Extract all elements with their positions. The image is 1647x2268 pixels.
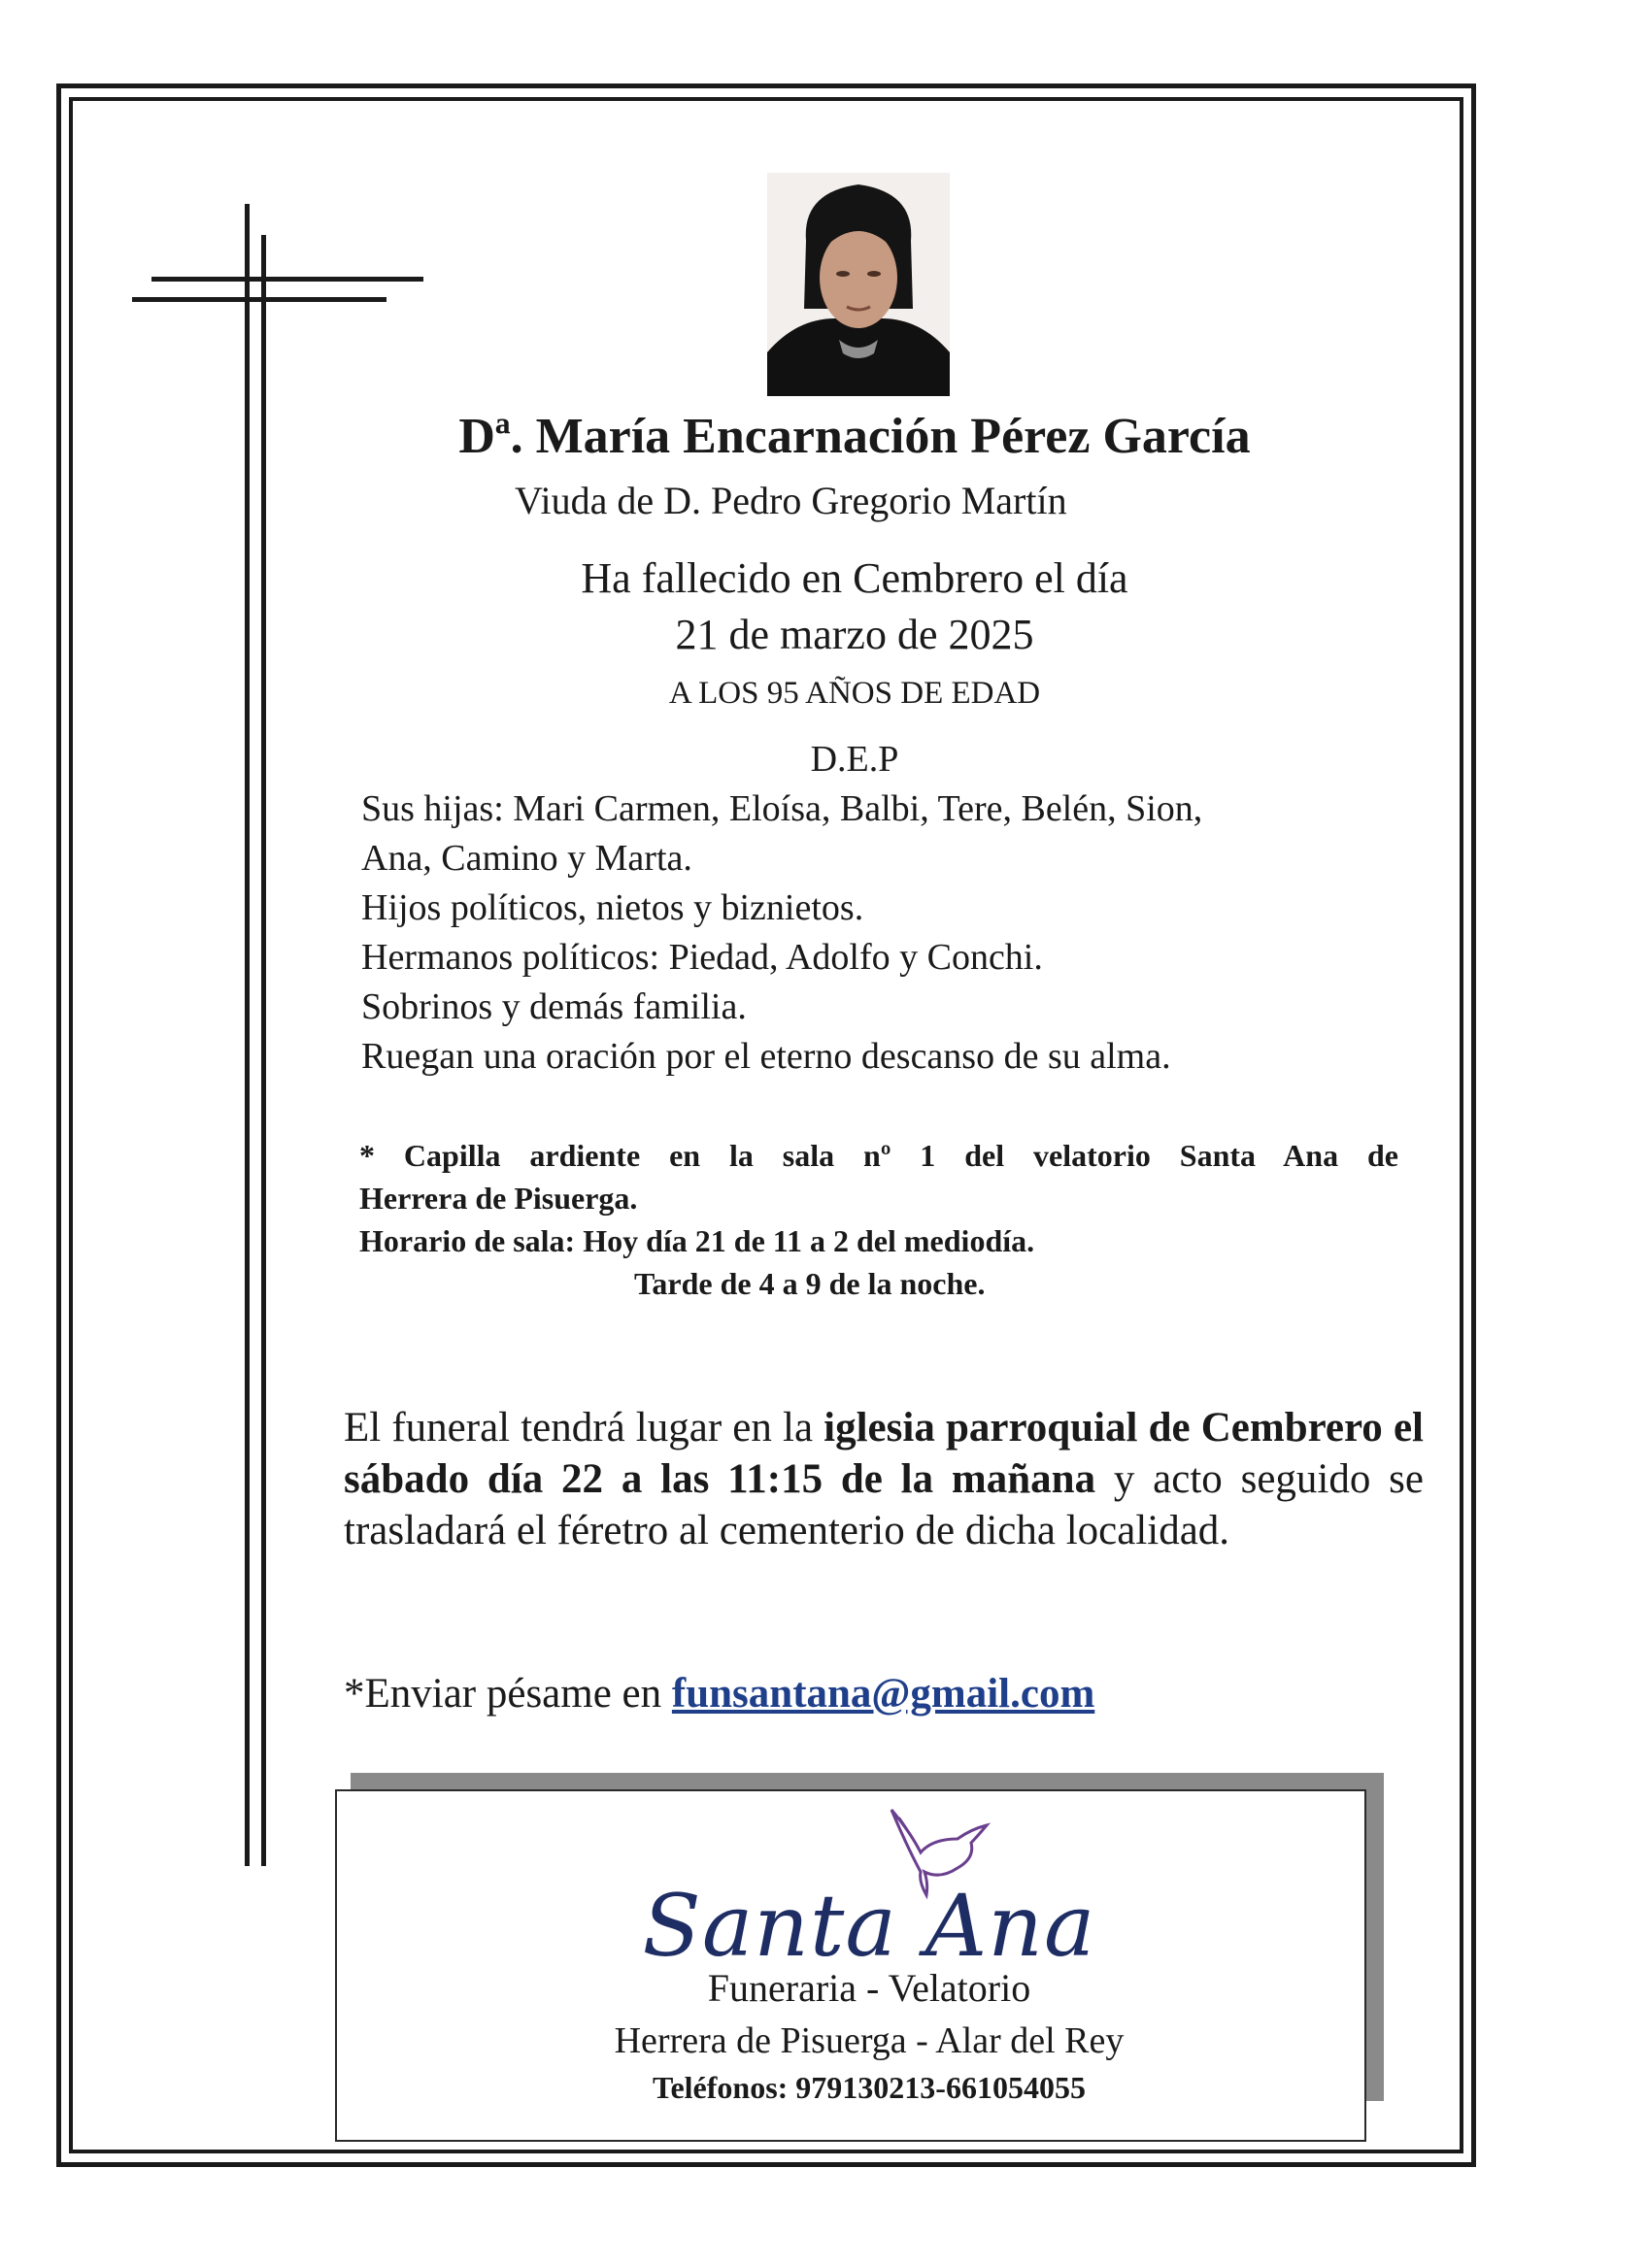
condolences-email-link[interactable]: funsantana@gmail.com <box>671 1671 1095 1717</box>
chapel-hours: Horario de sala: Hoy día 21 de 11 a 2 del mediodía. <box>359 1223 1035 1258</box>
funeral-info <box>344 1402 1424 1556</box>
family-line: Hijos políticos, nietos y biznietos. <box>361 887 864 928</box>
widow-of: Viuda de D. Pedro Gregorio Martín <box>515 479 1067 522</box>
funeral-rest: y acto seguido se trasladará el féretro al cementerio de dicha localidad. <box>344 1456 1424 1553</box>
death-place-line: Ha fallecido en Cembrero el día <box>581 554 1128 602</box>
brand-locations: Herrera de Pisuerga - Alar del Rey <box>614 2020 1125 2061</box>
deceased-name: Dª. María Encarnación Pérez García <box>458 409 1251 464</box>
funeral-intro: El funeral tendrá lugar en la <box>344 1405 824 1451</box>
family-list <box>361 784 1391 1082</box>
portrait-photo <box>767 173 950 396</box>
family-line: Sus hijas: Mari Carmen, Eloísa, Balbi, Tere, Belén, Sion, <box>361 788 1203 829</box>
family-line: Sobrinos y demás familia. <box>361 986 747 1027</box>
funeral-place-time: iglesia parroquial de Cembrero el sábado día 22 a las 11:15 de la mañana <box>344 1405 1424 1502</box>
chapel-line: Herrera de Pisuerga. <box>359 1181 638 1216</box>
brand-subtitle: Funeraria - Velatorio <box>707 1966 1031 2010</box>
chapel-hours-afternoon: Tarde de 4 a 9 de la noche. <box>634 1266 986 1301</box>
age-line: A LOS 95 AÑOS DE EDAD <box>668 676 1041 711</box>
death-date: 21 de marzo de 2025 <box>675 611 1034 658</box>
condolences-line <box>344 1670 1094 1718</box>
family-line: Hermanos políticos: Piedad, Adolfo y Conchi. <box>361 937 1043 978</box>
chapel-info <box>359 1134 1398 1305</box>
condolences-label: *Enviar pésame en <box>344 1671 672 1717</box>
brand-logo: Santa Ana <box>642 1876 1096 1976</box>
chapel-line: * Capilla ardiente en la sala nº 1 del velatorio Santa Ana de <box>359 1138 1398 1173</box>
family-line: Ruegan una oración por el eterno descanso de su alma. <box>361 1036 1171 1077</box>
family-line: Ana, Camino y Marta. <box>361 838 692 879</box>
dep-line: D.E.P <box>810 739 899 780</box>
brand-phones: Teléfonos: 979130213-661054055 <box>653 2070 1086 2105</box>
